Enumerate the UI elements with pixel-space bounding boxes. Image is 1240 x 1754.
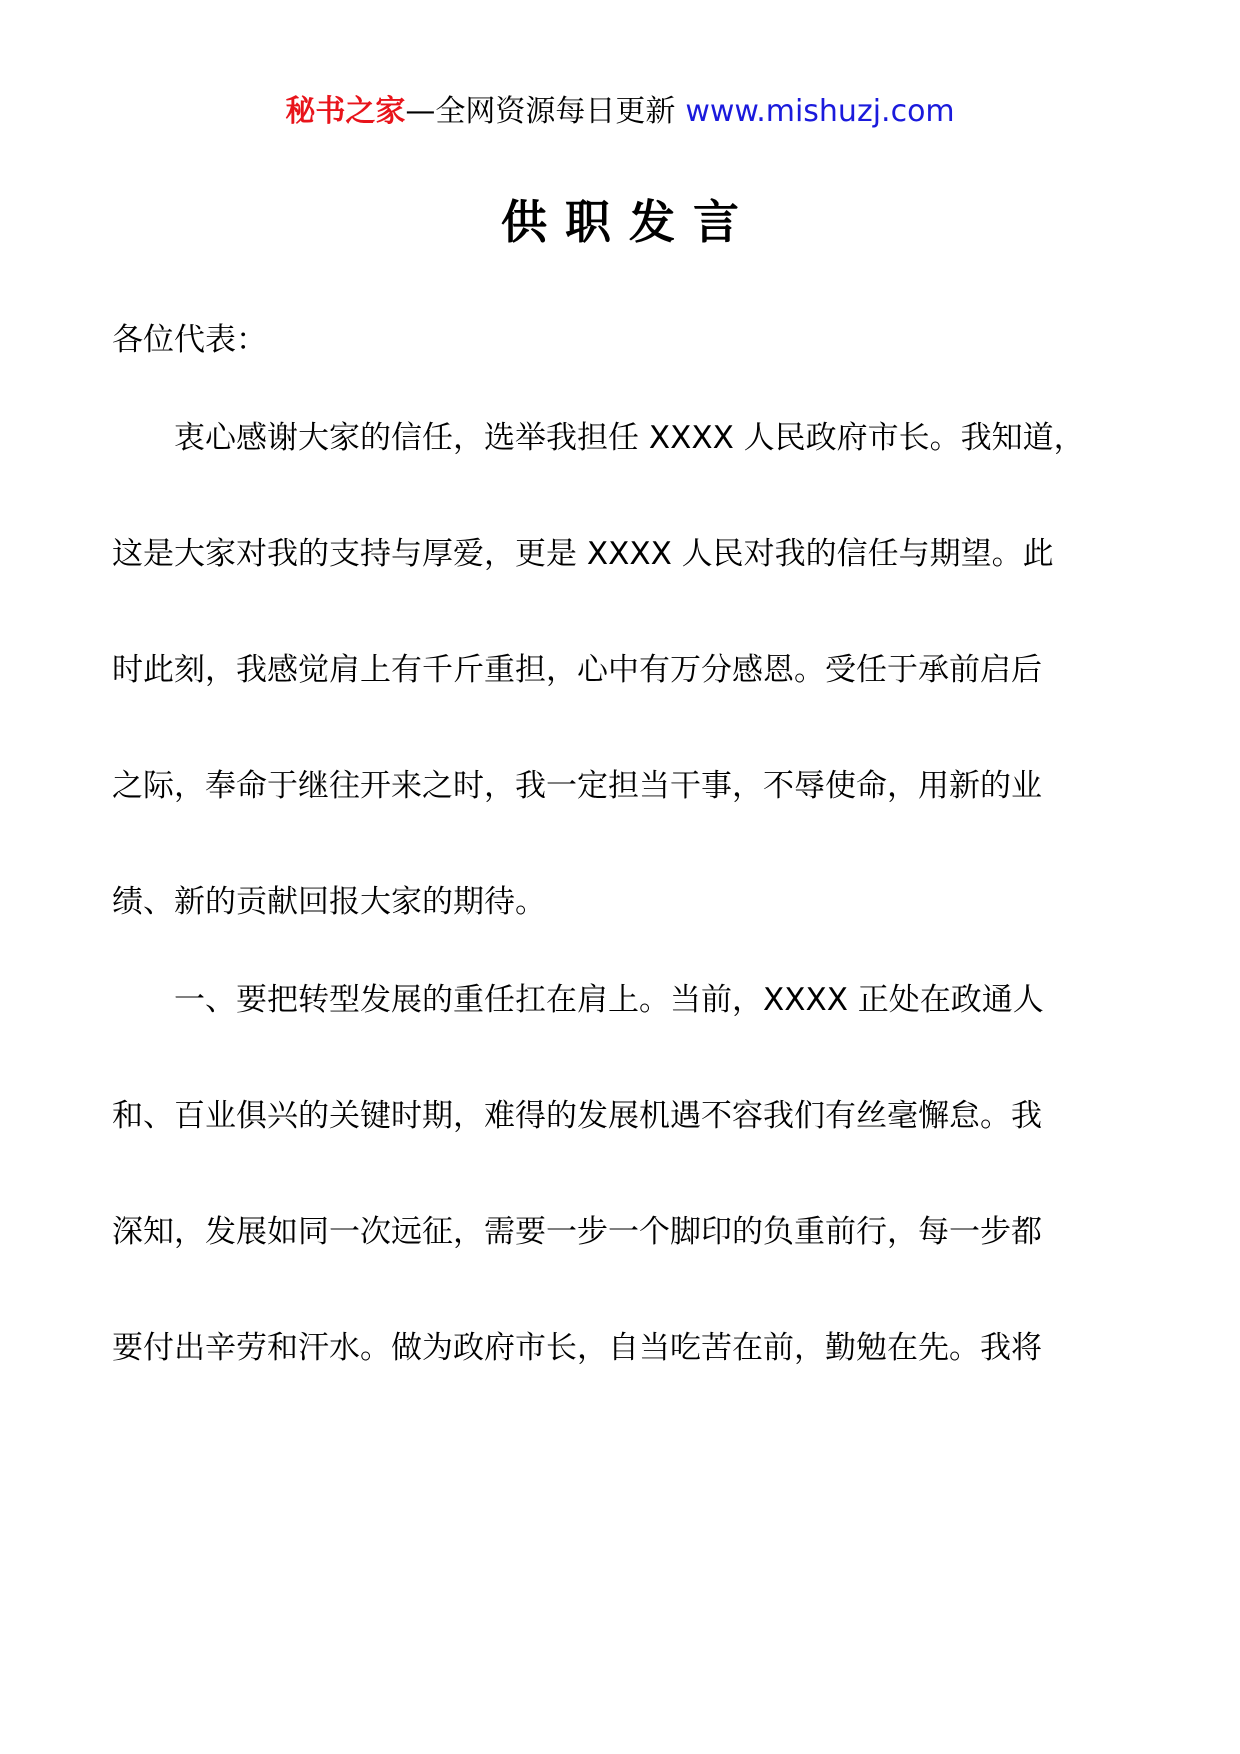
site-url-link[interactable]: www.mishuzj.com bbox=[685, 94, 955, 129]
document-title: 供职发言 bbox=[501, 195, 757, 249]
paragraph-line: 这是大家对我的支持与厚爱，更是 XXXX 人民对我的信任与期望。此 bbox=[112, 536, 1054, 572]
site-header bbox=[0, 92, 1240, 132]
paragraph-line: 和、百业俱兴的关键时期，难得的发展机遇不容我们有丝毫懈怠。我 bbox=[112, 1098, 1042, 1134]
paragraph-line: 绩、新的贡献回报大家的期待。 bbox=[112, 884, 546, 920]
paragraph-line: 衷心感谢大家的信任，选举我担任 XXXX 人民政府市长。我知道， bbox=[112, 420, 1085, 456]
paragraph-line: 一、要把转型发展的重任扛在肩上。当前，XXXX 正处在政通人 bbox=[112, 982, 1044, 1018]
paragraph-line: 之际，奉命于继往开来之时，我一定担当干事，不辱使命，用新的业 bbox=[112, 768, 1042, 804]
site-tagline: —全网资源每日更新 bbox=[405, 94, 676, 129]
paragraph-line: 要付出辛劳和汗水。做为政府市长，自当吃苦在前，勤勉在先。我将 bbox=[112, 1330, 1042, 1366]
paragraph-line: 时此刻，我感觉肩上有千斤重担，心中有万分感恩。受任于承前启后 bbox=[112, 652, 1042, 688]
paragraph-line: 深知，发展如同一次远征，需要一步一个脚印的负重前行，每一步都 bbox=[112, 1214, 1042, 1250]
site-brand: 秘书之家 bbox=[285, 94, 406, 129]
salutation: 各位代表： bbox=[112, 322, 267, 358]
